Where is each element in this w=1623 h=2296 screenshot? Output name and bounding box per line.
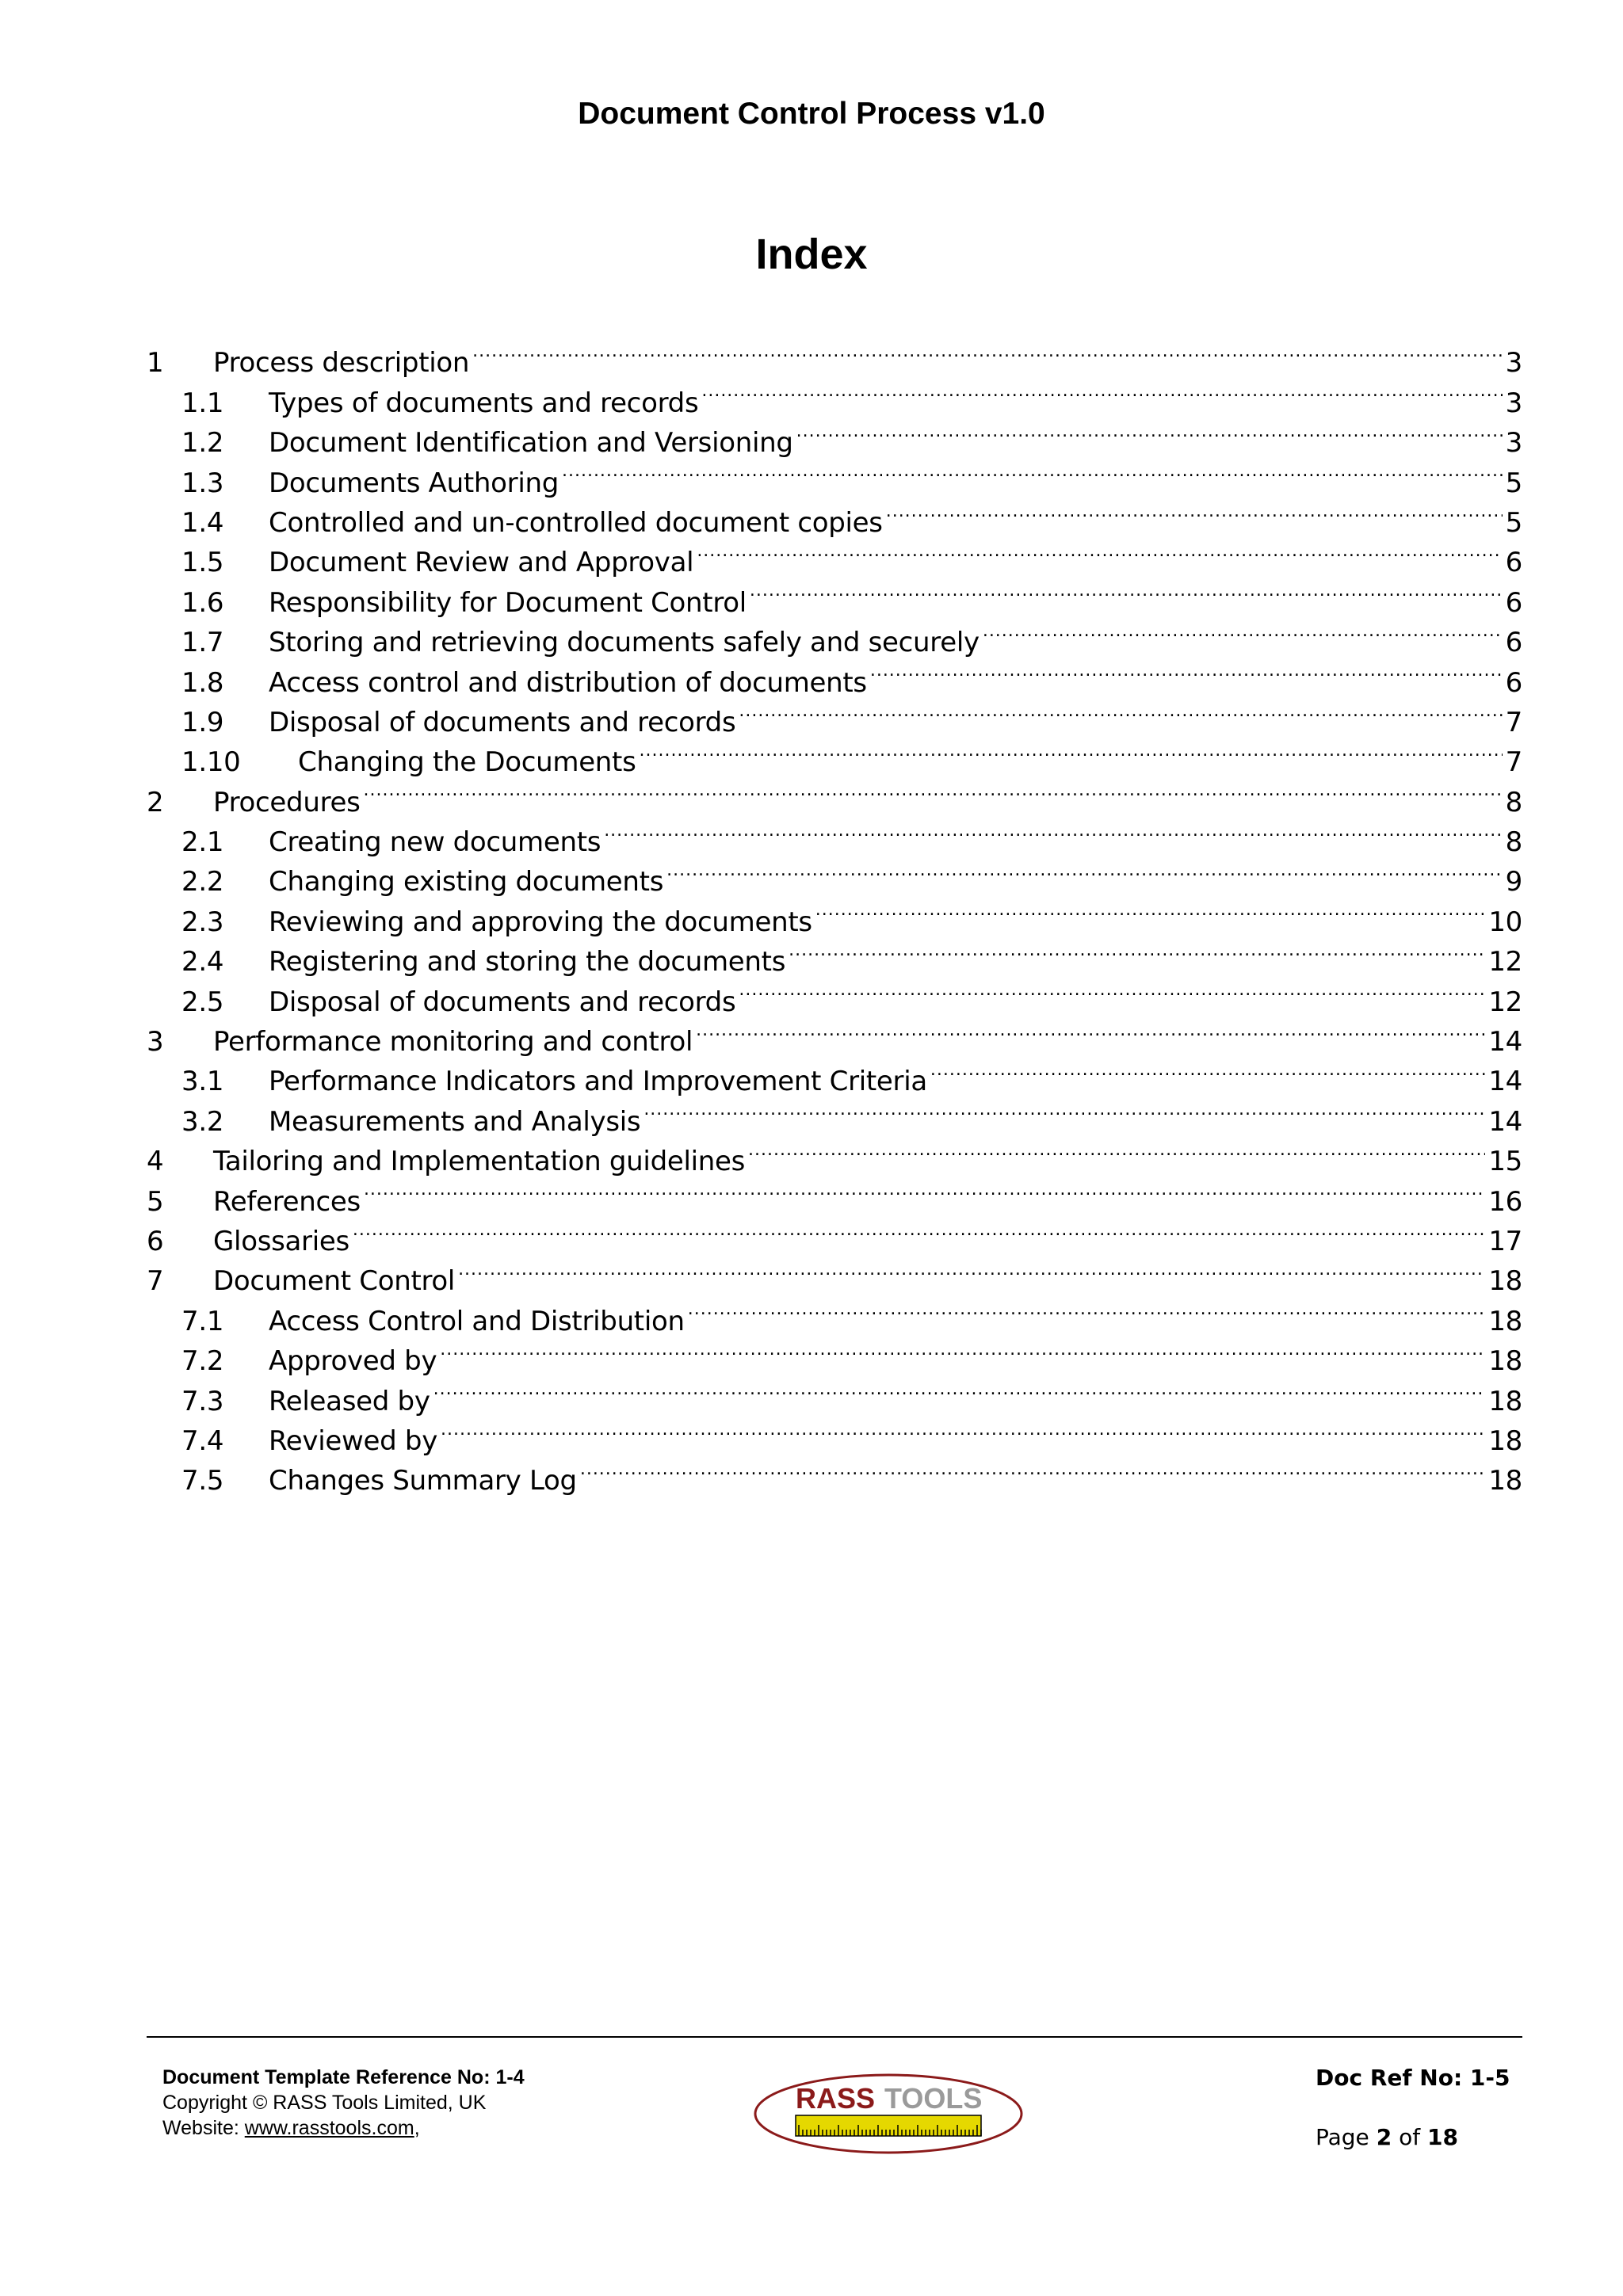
page-of: of (1392, 2124, 1427, 2150)
toc-entry-number: 7.4 (181, 1425, 224, 1457)
toc-dot-leader (562, 452, 1503, 491)
toc-entry-number: 4 (147, 1146, 164, 1178)
website-suffix: , (414, 2117, 420, 2139)
toc-entry-title: Measurements and Analysis (269, 1105, 641, 1138)
copyright-notice: Copyright © RASS Tools Limited, UK (162, 2092, 487, 2114)
page-total: 18 (1426, 2124, 1458, 2150)
toc-dot-leader (748, 1131, 1485, 1170)
table-of-contents (147, 332, 1522, 1497)
toc-entry-number: 1.2 (181, 427, 224, 460)
toc-entry-title: Registering and storing the documents (269, 946, 786, 978)
toc-dot-leader (697, 532, 1502, 571)
toc-entry-title: Disposal of documents and records (269, 706, 736, 738)
toc-entry-page: 16 (1488, 1185, 1522, 1218)
toc-entry-number: 3 (147, 1026, 164, 1058)
template-reference: Document Template Reference No: 1-4 (162, 2066, 525, 2088)
toc-dot-leader (870, 651, 1503, 691)
toc-entry-page: 6 (1505, 547, 1522, 579)
toc-entry-title: Changing existing documents (269, 866, 664, 898)
doc-ref-number: Doc Ref No: 1-5 (1316, 2065, 1510, 2091)
toc-entry-number: 6 (147, 1225, 164, 1257)
toc-dot-leader (440, 1330, 1485, 1370)
toc-entry-page: 12 (1488, 986, 1522, 1018)
toc-entry-title: Access Control and Distribution (269, 1305, 685, 1337)
toc-entry-title: Controlled and un-controlled document copies (269, 506, 883, 539)
toc-entry-title: Glossaries (213, 1225, 349, 1257)
toc-entry-page: 5 (1505, 467, 1522, 499)
toc-entry-number: 1.8 (181, 666, 224, 699)
toc-entry-number: 5 (147, 1185, 164, 1218)
toc-entry-title: Approved by (269, 1345, 437, 1378)
toc-entry-page: 17 (1488, 1225, 1522, 1257)
toc-dot-leader (701, 372, 1502, 411)
toc-entry[interactable] (147, 332, 1522, 379)
toc-entry-title: Reviewing and approving the documents (269, 906, 812, 938)
toc-entry-number: 1 (147, 347, 164, 379)
page-label: Page (1316, 2124, 1377, 2150)
toc-entry-page: 5 (1505, 506, 1522, 539)
toc-entry-title: Responsibility for Document Control (269, 586, 747, 619)
toc-entry-page: 18 (1488, 1345, 1522, 1378)
toc-dot-leader (930, 1051, 1485, 1090)
toc-entry-number: 1.1 (181, 387, 224, 419)
toc-dot-leader (604, 811, 1502, 851)
toc-entry-title: Types of documents and records (269, 387, 699, 419)
toc-entry-page: 9 (1505, 866, 1522, 898)
toc-entry-number: 3.2 (181, 1105, 224, 1138)
toc-entry-number: 2.5 (181, 986, 224, 1018)
toc-entry-number: 7.5 (181, 1465, 224, 1497)
toc-entry-number: 7.1 (181, 1305, 224, 1337)
toc-dot-leader (472, 332, 1503, 372)
toc-entry-page: 14 (1488, 1066, 1522, 1098)
website-link[interactable]: www.rasstools.com (244, 2117, 414, 2139)
toc-entry-number: 2.3 (181, 906, 224, 938)
toc-dot-leader (750, 571, 1503, 611)
toc-entry-title: Access control and distribution of documents (269, 666, 867, 699)
logo-text-tools: TOOLS (884, 2082, 983, 2115)
toc-entry-page: 3 (1505, 427, 1522, 460)
toc-entry-page: 7 (1505, 706, 1522, 738)
toc-dot-leader (666, 851, 1503, 891)
toc-entry-number: 2.2 (181, 866, 224, 898)
toc-dot-leader (364, 1170, 1485, 1210)
toc-entry-number: 3.1 (181, 1066, 224, 1098)
toc-entry[interactable] (147, 1211, 1522, 1257)
toc-entry-title: Document Identification and Versioning (269, 427, 793, 460)
toc-entry-page: 7 (1505, 746, 1522, 779)
toc-entry-page: 14 (1488, 1026, 1522, 1058)
toc-entry-page: 8 (1505, 826, 1522, 859)
website-line (162, 2115, 525, 2141)
toc-entry-title: Tailoring and Implementation guidelines (213, 1146, 746, 1178)
toc-entry-page: 3 (1505, 387, 1522, 419)
toc-entry-title: Reviewed by (269, 1425, 438, 1457)
toc-entry-number: 1.5 (181, 547, 224, 579)
toc-entry-title: Storing and retrieving documents safely and securely (269, 627, 980, 659)
toc-entry-title: References (213, 1185, 361, 1218)
toc-entry-number: 2.4 (181, 946, 224, 978)
toc-entry-page: 10 (1488, 906, 1522, 938)
toc-entry[interactable] (147, 1250, 1522, 1298)
toc-dot-leader (789, 931, 1485, 971)
toc-dot-leader (433, 1370, 1486, 1409)
toc-entry-title: Procedures (213, 786, 361, 818)
toc-entry-number: 7.2 (181, 1345, 224, 1378)
toc-dot-leader (643, 1090, 1485, 1130)
toc-entry-number: 1.4 (181, 506, 224, 539)
page-current: 2 (1376, 2124, 1392, 2150)
website-label: Website: (162, 2117, 245, 2139)
toc-dot-leader (886, 492, 1503, 532)
toc-dot-leader (364, 771, 1503, 810)
toc-entry-title: Document Control (213, 1265, 456, 1298)
page-indicator (1316, 2124, 1510, 2150)
toc-entry-page: 18 (1488, 1265, 1522, 1298)
document-header-title: Document Control Process v1.0 (578, 97, 1045, 131)
toc-entry-title: Process description (213, 347, 470, 379)
toc-entry-number: 1.7 (181, 627, 224, 659)
toc-dot-leader (739, 971, 1485, 1010)
toc-dot-leader (640, 731, 1503, 771)
toc-dot-leader (688, 1290, 1486, 1329)
toc-entry-page: 18 (1488, 1425, 1522, 1457)
toc-entry-number: 2.1 (181, 826, 224, 859)
toc-entry-page: 3 (1505, 347, 1522, 379)
toc-entry-page: 15 (1488, 1146, 1522, 1178)
toc-entry-number: 2 (147, 786, 164, 818)
toc-dot-leader (353, 1211, 1485, 1250)
toc-dot-leader (458, 1250, 1485, 1290)
toc-entry-title: Changes Summary Log (269, 1465, 577, 1497)
toc-entry-number: 7 (147, 1265, 164, 1298)
toc-entry-page: 8 (1505, 786, 1522, 818)
toc-entry-page: 18 (1488, 1385, 1522, 1417)
toc-entry-page: 14 (1488, 1105, 1522, 1138)
toc-dot-leader (815, 891, 1486, 930)
toc-entry-page: 18 (1488, 1305, 1522, 1337)
toc-entry-title: Changing the Documents (298, 746, 636, 779)
toc-entry-title: Performance Indicators and Improvement Criteria (269, 1066, 927, 1098)
footer-right-block (1316, 2065, 1510, 2150)
toc-dot-leader (580, 1450, 1485, 1489)
toc-dot-leader (441, 1410, 1485, 1450)
toc-dot-leader (983, 612, 1503, 651)
toc-entry-number: 7.3 (181, 1385, 224, 1417)
toc-dot-leader (739, 692, 1502, 731)
toc-entry-number: 1.10 (181, 746, 241, 779)
toc-entry-title: Documents Authoring (269, 467, 559, 499)
toc-entry-page: 6 (1505, 627, 1522, 659)
toc-dot-leader (696, 1011, 1485, 1051)
footer-left-block (162, 2065, 525, 2141)
toc-entry-page: 6 (1505, 586, 1522, 619)
toc-entry-title: Released by (269, 1385, 430, 1417)
logo-text-rass: RASS (796, 2082, 876, 2115)
toc-entry-page: 12 (1488, 946, 1522, 978)
toc-entry-page: 6 (1505, 666, 1522, 699)
footer-divider (147, 2036, 1522, 2038)
index-heading: Index (755, 231, 868, 278)
toc-entry-title: Document Review and Approval (269, 547, 694, 579)
toc-entry-number: 1.9 (181, 706, 224, 738)
toc-entry-title: Disposal of documents and records (269, 986, 736, 1018)
rass-tools-logo (753, 2073, 1024, 2155)
toc-entry-title: Performance monitoring and control (213, 1026, 693, 1058)
toc-entry-page: 18 (1488, 1465, 1522, 1497)
toc-entry-title: Creating new documents (269, 826, 601, 859)
toc-entry-number: 1.6 (181, 586, 224, 619)
toc-entry-number: 1.3 (181, 467, 224, 499)
toc-dot-leader (796, 412, 1503, 452)
